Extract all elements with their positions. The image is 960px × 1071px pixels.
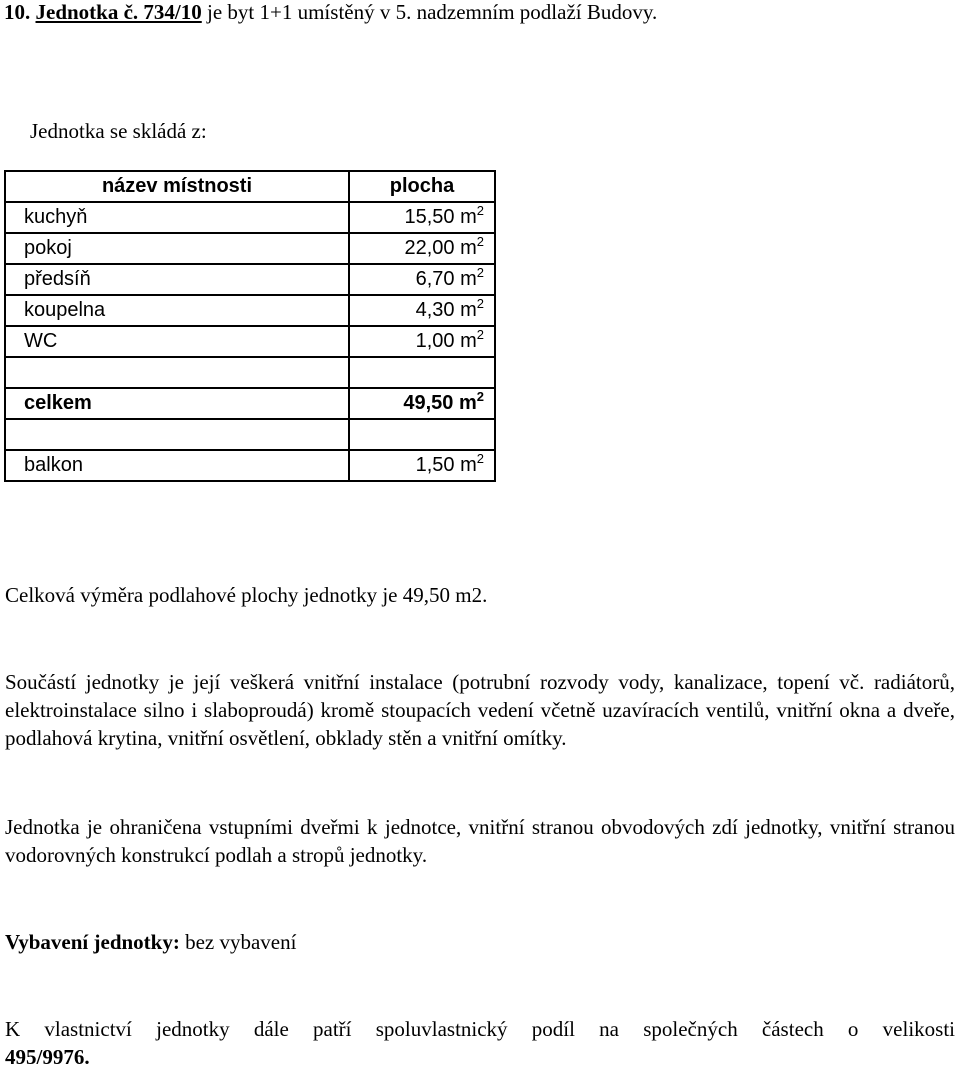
area-value: 15,50 (404, 206, 455, 228)
area-value: 49,50 (403, 392, 454, 414)
room-area (349, 295, 495, 326)
header-area: plocha (349, 171, 495, 202)
area-unit-exponent: 2 (476, 327, 484, 342)
area-unit: m (460, 268, 477, 290)
table-row (5, 264, 495, 295)
table-row (5, 295, 495, 326)
area-unit: m (458, 392, 477, 414)
area-unit: m (460, 299, 477, 321)
ownership-paragraph (5, 1015, 955, 1071)
area-unit: m (460, 206, 477, 228)
installations-paragraph: Součástí jednotky je její veškerá vnitřní instalace (potrubní rozvody vody, kanalizace, topení vč. radiátorů, elektroinstalace silno i slaboproudá) kromě stoupacích vedení včetně uzavíracích ventilů, vnitřní okna a dveře, podlahová krytina, vnitřní osvětlení, obklady stěn a vnitřní omítky. (5, 670, 955, 750)
room-area (349, 233, 495, 264)
equipment-value: bez vybavení (179, 930, 297, 954)
area-unit-exponent: 2 (476, 389, 484, 404)
total-label: celkem (5, 388, 349, 419)
table-row (5, 233, 495, 264)
area-value: 6,70 (415, 268, 455, 290)
boundaries-paragraph: Jednotka je ohraničena vstupními dveřmi k jednotce, vnitřní stranou obvodových zdí jednotky, vnitřní stranou vodorovných konstrukcí podlah a stropů jednotky. (5, 815, 955, 867)
total-area (349, 388, 495, 419)
area-unit: m (460, 330, 477, 352)
area-unit-exponent: 2 (476, 296, 484, 311)
balcony-label: balkon (5, 450, 349, 481)
area-unit: m (460, 237, 477, 259)
room-name: koupelna (5, 295, 349, 326)
room-name: kuchyň (5, 202, 349, 233)
header-room-name: název místnosti (5, 171, 349, 202)
composition-intro: Jednotka se skládá z: (30, 119, 207, 143)
room-name: WC (5, 326, 349, 357)
room-name: předsíň (5, 264, 349, 295)
area-unit-exponent: 2 (476, 234, 484, 249)
table-row (5, 326, 495, 357)
table-total-row (5, 388, 495, 419)
area-unit: m (460, 454, 477, 476)
table-header-row (5, 171, 495, 202)
empty-cell (349, 357, 495, 388)
area-value: 22,00 (404, 237, 455, 259)
total-area-paragraph: Celková výměra podlahové plochy jednotky je 49,50 m2. (5, 583, 488, 607)
table-empty-row (5, 419, 495, 450)
area-value: 1,50 (415, 454, 455, 476)
ownership-text: K vlastnictví jednotky dále patří spoluvlastnický podíl na společných částech o velikosti (5, 1017, 955, 1041)
equipment-label: Vybavení jednotky: (5, 930, 180, 954)
room-name: pokoj (5, 233, 349, 264)
ownership-share: 495/9976. (5, 1045, 90, 1069)
room-area (349, 326, 495, 357)
area-unit-exponent: 2 (476, 203, 484, 218)
empty-cell (5, 357, 349, 388)
area-value: 4,30 (415, 299, 455, 321)
unit-label: Jednotka č. 734/10 (35, 0, 202, 24)
equipment-paragraph (5, 928, 955, 956)
table-balcony-row (5, 450, 495, 481)
room-area (349, 264, 495, 295)
unit-description: je byt 1+1 umístěný v 5. nadzemním podlaží Budovy. (201, 0, 658, 24)
rooms-table (4, 170, 496, 482)
unit-number: 10. (4, 0, 31, 24)
unit-heading (4, 0, 657, 26)
table-row (5, 202, 495, 233)
empty-cell (5, 419, 349, 450)
room-area (349, 202, 495, 233)
area-value: 1,00 (415, 330, 455, 352)
empty-cell (349, 419, 495, 450)
area-unit-exponent: 2 (476, 265, 484, 280)
area-unit-exponent: 2 (476, 451, 484, 466)
table-empty-row (5, 357, 495, 388)
balcony-area (349, 450, 495, 481)
